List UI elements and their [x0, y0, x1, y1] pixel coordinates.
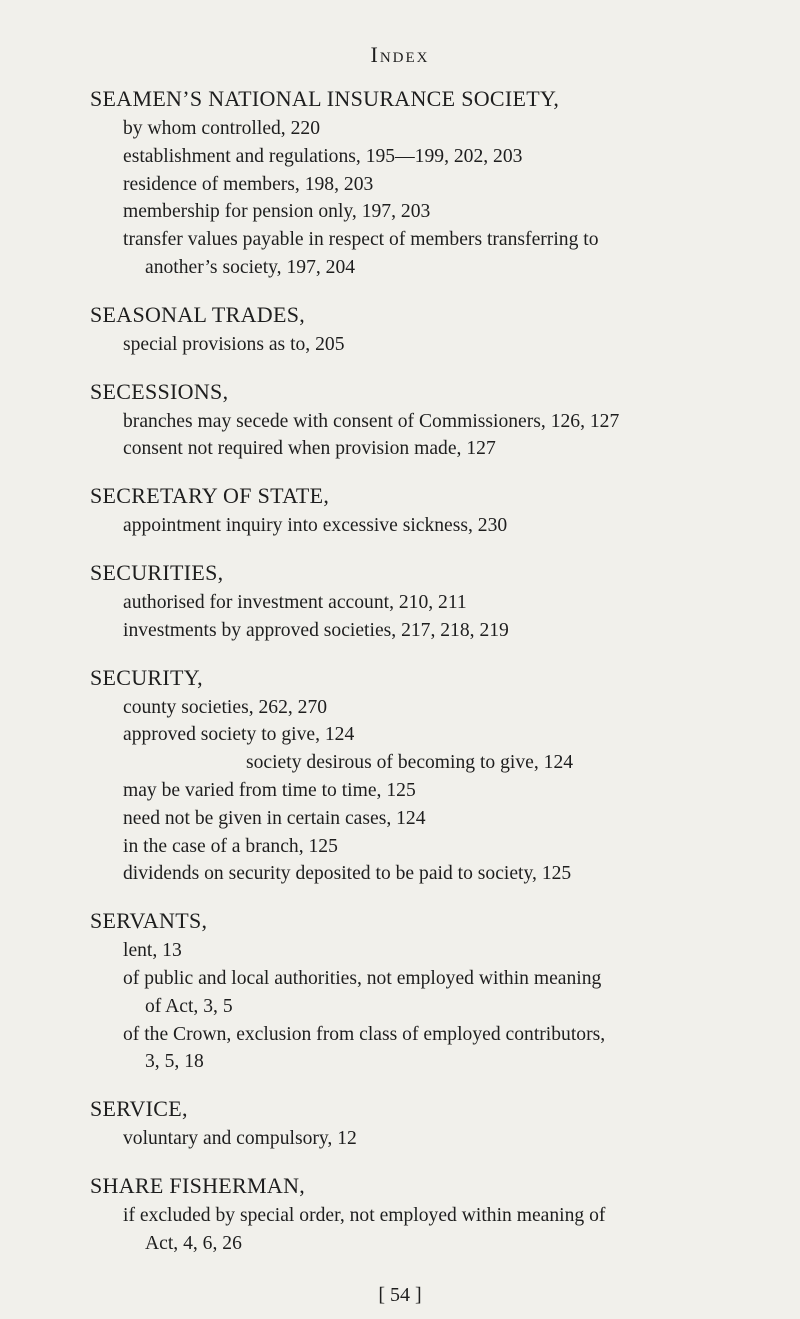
- sub-entry: may be varied from time to time, 125: [123, 779, 416, 801]
- index-entry: [90, 83, 780, 282]
- entry-heading: SERVANTS,: [90, 908, 208, 934]
- index-entry: [90, 1093, 780, 1153]
- index-entry: [90, 299, 780, 359]
- sub-entry: [90, 1021, 780, 1077]
- sub-entry-continuation: another’s society, 197, 204: [145, 256, 356, 278]
- entry-heading: SECRETARY OF STATE,: [90, 483, 330, 509]
- sub-entry: [90, 226, 780, 282]
- sub-entry-line: if excluded by special order, not employed within meaning of: [123, 1204, 606, 1226]
- sub-entry-line: transfer values payable in respect of members transferring to: [123, 229, 599, 251]
- sub-entry: consent not required when provision made, 127: [123, 438, 496, 460]
- sub-entry: lent, 13: [123, 940, 182, 962]
- entry-heading: SERVICE,: [90, 1096, 188, 1122]
- sub-entry-line: of public and local authorities, not employed within meaning: [123, 967, 602, 989]
- sub-entry: [90, 1202, 780, 1258]
- sub-entry: authorised for investment account, 210, 211: [123, 591, 467, 613]
- index-entry: [90, 662, 780, 889]
- entry-heading: SEAMEN’S NATIONAL INSURANCE SOCIETY,: [90, 86, 560, 111]
- index-entry: [90, 1170, 780, 1258]
- sub-entry: residence of members, 198, 203: [123, 173, 374, 195]
- index-entry: [90, 905, 780, 1076]
- sub-entry-continuation: 3, 5, 18: [145, 1051, 204, 1073]
- sub-entry: [90, 965, 780, 1021]
- sub-entry: in the case of a branch, 125: [123, 835, 338, 857]
- running-head: Index: [370, 42, 430, 67]
- index-entry: [90, 480, 780, 540]
- entry-heading: SECURITY,: [90, 664, 203, 690]
- sub-entry: investments by approved societies, 217, 218, 219: [123, 619, 509, 641]
- sub-entry: county societies, 262, 270: [123, 696, 328, 718]
- sub-entry: special provisions as to, 205: [123, 333, 345, 355]
- sub-entry: need not be given in certain cases, 124: [123, 807, 426, 829]
- sub-entry: establishment and regulations, 195—199, 202, 203: [123, 145, 523, 167]
- entry-heading: SECESSIONS,: [90, 378, 229, 404]
- sub-entry-continuation: Act, 4, 6, 26: [145, 1232, 242, 1254]
- entry-heading: SEASONAL TRADES,: [90, 301, 306, 327]
- sub-entry: appointment inquiry into excessive sickness, 230: [123, 515, 508, 537]
- index-entry: [90, 376, 780, 464]
- index-entry: [90, 557, 780, 645]
- entry-heading: SHARE FISHERMAN,: [90, 1172, 306, 1198]
- sub-sub-entry: society desirous of becoming to give, 124: [246, 752, 574, 774]
- sub-entry-continuation: of Act, 3, 5: [145, 995, 233, 1017]
- page-number: [ 54 ]: [378, 1284, 422, 1306]
- entry-heading: SECURITIES,: [90, 559, 224, 585]
- sub-entry: approved society to give, 124: [123, 724, 355, 746]
- sub-entry-line: of the Crown, exclusion from class of employed contributors,: [123, 1023, 606, 1045]
- sub-entry: dividends on security deposited to be paid to society, 125: [123, 863, 572, 885]
- sub-entry: by whom controlled, 220: [123, 118, 320, 139]
- sub-entry: branches may secede with consent of Commissioners, 126, 127: [123, 410, 620, 432]
- sub-entry: voluntary and compulsory, 12: [123, 1128, 357, 1150]
- sub-entry: membership for pension only, 197, 203: [123, 201, 431, 223]
